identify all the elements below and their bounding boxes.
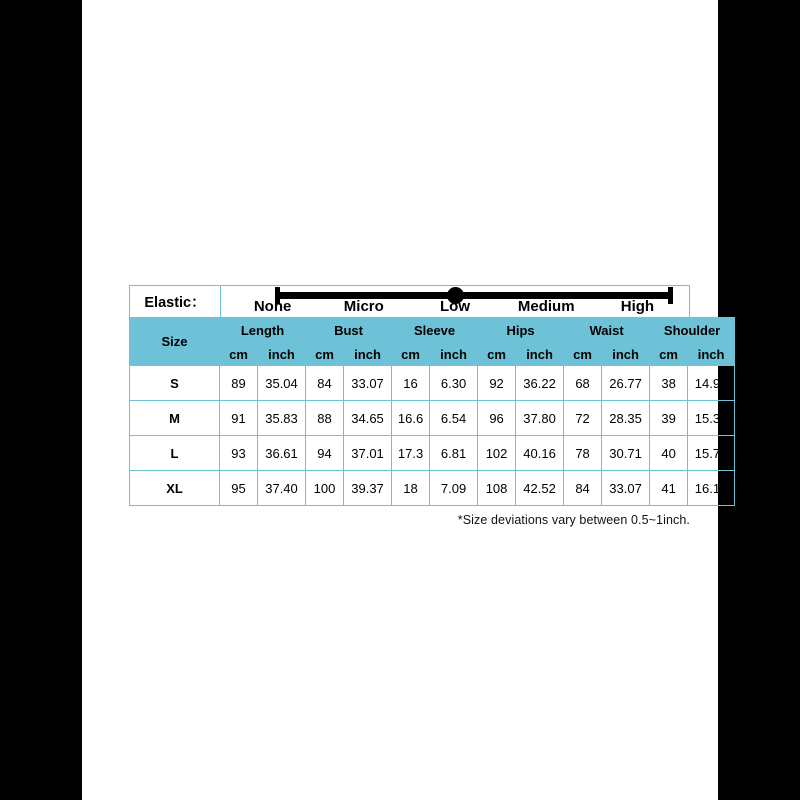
elastic-row (129, 285, 690, 317)
slider-tick-micro: Micro (343, 298, 384, 315)
slider-tick-low: Low (440, 298, 470, 315)
cell-m-5: 6.54 (430, 401, 478, 436)
table-row (130, 366, 735, 401)
cell-m-0: 91 (220, 401, 258, 436)
cell-m-10: 39 (650, 401, 688, 436)
cell-s-11: 14.96 (688, 366, 735, 401)
cell-l-10: 40 (650, 436, 688, 471)
header-unit-0: cm (220, 343, 258, 366)
cell-m-11: 15.35 (688, 401, 735, 436)
cell-xl-1: 37.40 (258, 471, 306, 506)
measurements-table (129, 317, 735, 506)
header-unit-9: inch (602, 343, 650, 366)
cell-s-7: 36.22 (516, 366, 564, 401)
cell-xl-7: 42.52 (516, 471, 564, 506)
header-group-length: Length (220, 318, 306, 343)
cell-xl-0: 95 (220, 471, 258, 506)
header-group-hips: Hips (478, 318, 564, 343)
cell-xl-8: 84 (564, 471, 602, 506)
cell-m-4: 16.6 (392, 401, 430, 436)
cell-s-9: 26.77 (602, 366, 650, 401)
header-unit-6: cm (478, 343, 516, 366)
header-unit-10: cm (650, 343, 688, 366)
cell-s-10: 38 (650, 366, 688, 401)
cell-s-5: 6.30 (430, 366, 478, 401)
cell-l-4: 17.3 (392, 436, 430, 471)
cell-s-3: 33.07 (344, 366, 392, 401)
size-deviation-note: *Size deviations vary between 0.5~1inch. (457, 513, 690, 527)
cell-l-9: 30.71 (602, 436, 650, 471)
header-unit-4: cm (392, 343, 430, 366)
cell-xl-11: 16.14 (688, 471, 735, 506)
cell-l-2: 94 (306, 436, 344, 471)
slider-tick-labels (221, 298, 689, 315)
cell-m-2: 88 (306, 401, 344, 436)
elastic-label: Elastic： (130, 286, 221, 317)
cell-s-4: 16 (392, 366, 430, 401)
row-size-s: S (130, 366, 220, 401)
cell-l-1: 36.61 (258, 436, 306, 471)
page-canvas (82, 0, 728, 800)
cell-xl-5: 7.09 (430, 471, 478, 506)
cell-s-1: 35.04 (258, 366, 306, 401)
table-header-groups (130, 318, 735, 343)
cell-xl-3: 39.37 (344, 471, 392, 506)
slider-tick-none: None (253, 298, 292, 315)
cell-m-8: 72 (564, 401, 602, 436)
header-group-waist: Waist (564, 318, 650, 343)
header-unit-2: cm (306, 343, 344, 366)
cell-xl-2: 100 (306, 471, 344, 506)
row-size-xl: XL (130, 471, 220, 506)
elastic-slider[interactable] (221, 286, 689, 317)
cell-l-8: 78 (564, 436, 602, 471)
slider-tick-high: High (620, 298, 655, 315)
slider-tick-medium: Medium (517, 298, 575, 315)
table-row (130, 436, 735, 471)
cell-m-9: 28.35 (602, 401, 650, 436)
cell-s-8: 68 (564, 366, 602, 401)
cell-xl-10: 41 (650, 471, 688, 506)
header-unit-8: cm (564, 343, 602, 366)
cell-m-7: 37.80 (516, 401, 564, 436)
table-row (130, 471, 735, 506)
header-size: Size (130, 318, 220, 366)
header-unit-11: inch (688, 343, 735, 366)
header-unit-1: inch (258, 343, 306, 366)
header-group-sleeve: Sleeve (392, 318, 478, 343)
header-unit-5: inch (430, 343, 478, 366)
size-chart (129, 285, 728, 527)
cell-xl-9: 33.07 (602, 471, 650, 506)
table-header-units (130, 343, 735, 366)
cell-l-7: 40.16 (516, 436, 564, 471)
header-group-shoulder: Shoulder (650, 318, 735, 343)
cell-l-6: 102 (478, 436, 516, 471)
cell-m-3: 34.65 (344, 401, 392, 436)
table-row (130, 401, 735, 436)
header-unit-7: inch (516, 343, 564, 366)
cell-l-0: 93 (220, 436, 258, 471)
cell-xl-6: 108 (478, 471, 516, 506)
header-unit-3: inch (344, 343, 392, 366)
cell-s-6: 92 (478, 366, 516, 401)
cell-l-11: 15.75 (688, 436, 735, 471)
row-size-l: L (130, 436, 220, 471)
header-group-bust: Bust (306, 318, 392, 343)
cell-l-3: 37.01 (344, 436, 392, 471)
cell-s-2: 84 (306, 366, 344, 401)
cell-xl-4: 18 (392, 471, 430, 506)
cell-m-6: 96 (478, 401, 516, 436)
cell-l-5: 6.81 (430, 436, 478, 471)
cell-m-1: 35.83 (258, 401, 306, 436)
cell-s-0: 89 (220, 366, 258, 401)
row-size-m: M (130, 401, 220, 436)
